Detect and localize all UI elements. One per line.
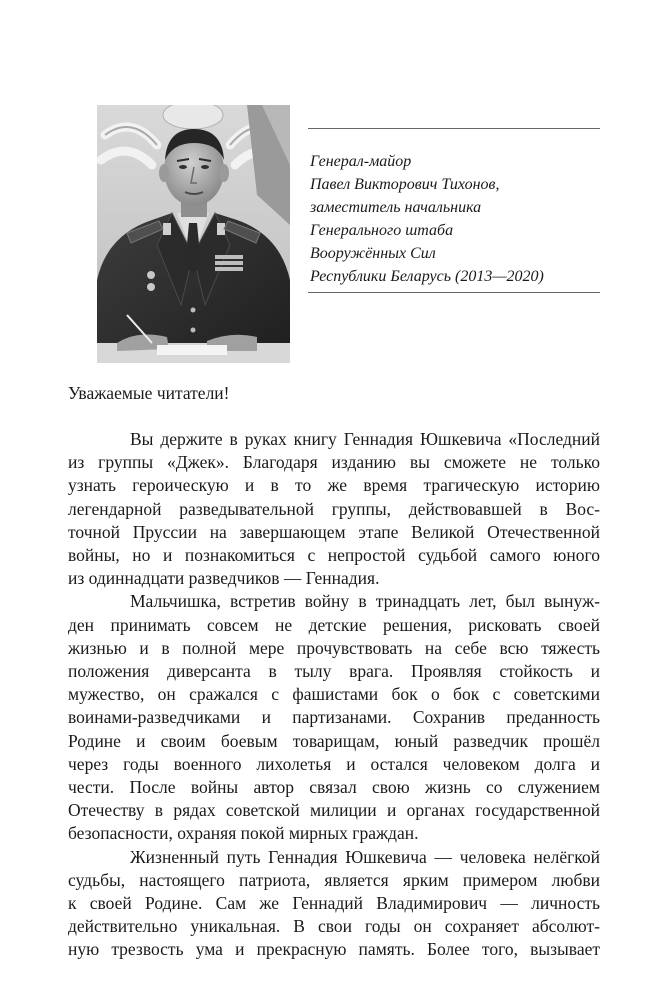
text-line: легендарной разведывательной группы, действовавшей в Вос- <box>68 498 600 519</box>
text-line: Вы держите в руках книгу Геннадия Юшкевича «Последний <box>130 429 600 449</box>
text-line: из одиннадцати разведчиков — Геннадия. <box>68 568 380 589</box>
text-line: чести. После войны автор связал свою жизнь со служением <box>68 777 600 798</box>
salutation-heading: Уважаемые читатели! <box>68 383 230 403</box>
photo-caption <box>310 150 610 288</box>
caption-line: Павел Викторович Тихонов, <box>310 176 500 193</box>
text-line: Родине и своим боевым товарищам, юный разведчик прошёл <box>68 730 600 751</box>
text-line: ную трезвость ума и прекрасную память. Более того, вызывает <box>68 939 600 960</box>
paragraph-1 <box>68 428 600 590</box>
text-line: Мальчишка, встретив войну в тринадцать лет, был вынуж- <box>130 591 600 612</box>
text-line: ден принимать совсем не детские решения, рисковать своей <box>68 614 600 635</box>
text-line: действительно уникальная. В свои годы он сохраняет абсолют- <box>68 916 600 937</box>
text-line: жизнью и в полной мере прочувствовать на себе всю тяжесть <box>68 637 600 658</box>
paragraph-2 <box>68 590 600 845</box>
text-line: войны, но и познакомиться с непростой судьбой самого юного <box>68 545 600 566</box>
text-line: безопасности, охраняя покой мирных граждан. <box>68 823 419 844</box>
portrait-photo <box>97 105 290 363</box>
paragraph-3 <box>68 846 600 962</box>
text-line: к своей Родине. Сам же Геннадий Владимирович — личность <box>68 893 600 914</box>
portrait-illustration <box>97 105 290 363</box>
caption-line: Генерал-майор <box>310 153 412 170</box>
text-line: узнать героическую и в то же время трагическую историю <box>68 475 600 496</box>
text-line: из группы «Джек». Благодаря изданию вы сможете не только <box>68 452 600 473</box>
caption-bottom-rule <box>308 292 600 293</box>
text-line: Отечеству в рядах советской милиции и органах государственной <box>68 800 600 821</box>
text-line: мужество, он сражался с фашистами бок о бок с советскими <box>68 684 600 705</box>
body-text <box>68 428 600 962</box>
caption-line: Вооружённых Сил <box>310 245 436 262</box>
text-line: через годы военного лихолетья и остался человеком долга и <box>68 753 600 774</box>
text-line: воинами-разведчиками и партизанами. Сохранив преданность <box>68 707 600 728</box>
caption-top-rule <box>308 128 600 129</box>
text-line: Жизненный путь Геннадия Юшкевича — человека нелёгкой <box>130 846 600 867</box>
text-line: точной Пруссии на завершающем этапе Великой Отечественной <box>68 521 600 542</box>
caption-line: Генерального штаба <box>310 222 454 239</box>
text-line: судьбы, настоящего патриота, является ярким примером любви <box>68 869 600 890</box>
caption-line: заместитель начальника <box>310 199 482 216</box>
caption-line: Республики Беларусь (2013—2020) <box>310 268 544 285</box>
text-line: положения диверсанта в тылу врага. Проявляя стойкость и <box>68 661 600 682</box>
